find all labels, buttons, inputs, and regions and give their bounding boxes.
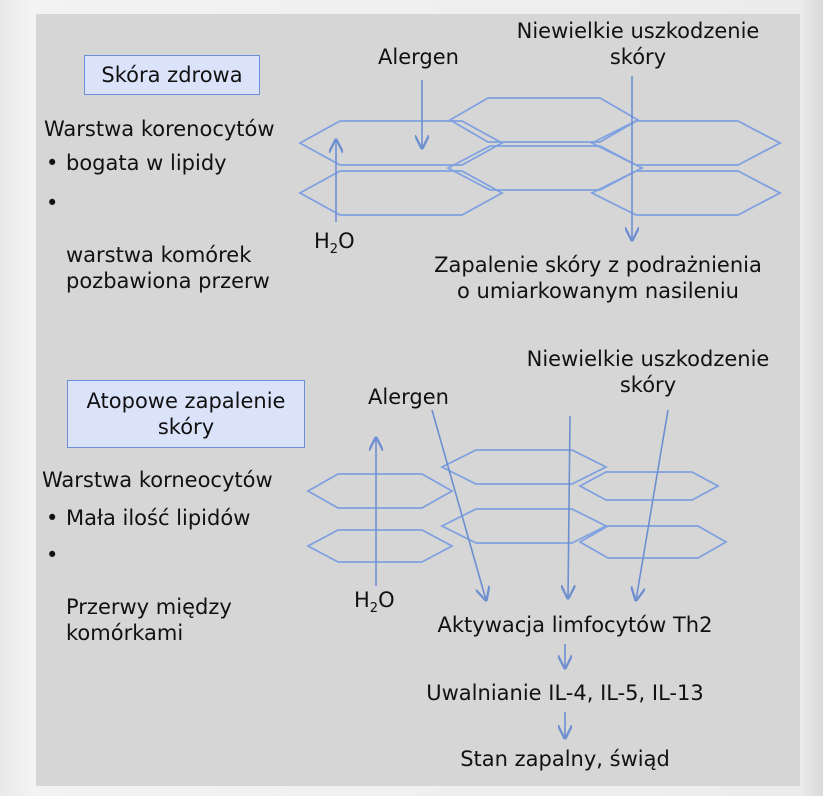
cascade-step-2: Uwalnianie IL-4, IL-5, IL-13 bbox=[426, 681, 704, 705]
healthy-cell bbox=[592, 121, 780, 165]
atopic-cell bbox=[580, 526, 726, 558]
atopic-cell bbox=[442, 509, 606, 543]
water-subscript: 2 bbox=[329, 242, 339, 257]
healthy-skin-title: Skóra zdrowa bbox=[101, 63, 243, 87]
atopic-bullet-text: Przerwy między komórkami bbox=[66, 595, 232, 645]
atopic-allergen-arrow bbox=[432, 410, 486, 600]
atopic-skin-box bbox=[67, 380, 305, 448]
atopic-bullet-1 bbox=[46, 505, 251, 531]
bullet-dot: • bbox=[46, 506, 59, 530]
water-symbol: H bbox=[354, 588, 370, 612]
healthy-cell-layer bbox=[300, 98, 780, 215]
healthy-bullet-1 bbox=[46, 150, 227, 176]
atopic-cell-layer bbox=[308, 450, 726, 562]
healthy-bullet-text: warstwa komórek pozbawiona przerw bbox=[66, 243, 270, 293]
bullet-dot: • bbox=[46, 191, 59, 215]
healthy-bullet-2 bbox=[46, 190, 270, 294]
atopic-water-label bbox=[354, 587, 395, 616]
healthy-bullet-text: bogata w lipidy bbox=[66, 151, 227, 175]
healthy-damage-label: Niewielkie uszkodzenie skóry bbox=[516, 19, 760, 69]
healthy-cell bbox=[592, 171, 780, 215]
atopic-cell bbox=[308, 530, 452, 562]
atopic-bullet-text: Mała ilość lipidów bbox=[66, 506, 251, 530]
bullet-dot: • bbox=[46, 543, 59, 567]
healthy-cell bbox=[300, 121, 502, 165]
bullet-dot: • bbox=[46, 151, 59, 175]
healthy-skin-box bbox=[84, 55, 260, 95]
healthy-layer-title: Warstwa korenocytów bbox=[44, 117, 275, 141]
atopic-layer-title: Warstwa korneocytów bbox=[42, 468, 273, 492]
healthy-cell bbox=[450, 98, 638, 142]
healthy-outcome-label: Zapalenie skóry z podrażnienia o umiarkowanym nasileniu bbox=[434, 253, 762, 303]
water-subscript: 2 bbox=[369, 601, 379, 616]
atopic-bullet-2 bbox=[46, 542, 232, 646]
water-symbol-tail: O bbox=[338, 229, 355, 253]
atopic-damage-label: Niewielkie uszkodzenie skóry bbox=[526, 347, 770, 397]
water-symbol: H bbox=[314, 229, 330, 253]
cascade-step-3: Stan zapalny, świąd bbox=[460, 747, 670, 771]
healthy-water-label bbox=[314, 228, 355, 257]
healthy-allergen-label: Alergen bbox=[378, 45, 459, 69]
atopic-skin-title: Atopowe zapalenie skóry bbox=[86, 389, 286, 439]
atopic-allergen-label: Alergen bbox=[368, 385, 449, 409]
atopic-cell bbox=[308, 474, 452, 508]
atopic-damage-arrow-1 bbox=[568, 416, 570, 598]
healthy-cell bbox=[300, 171, 502, 215]
atopic-cell bbox=[442, 450, 606, 484]
cascade-step-1: Aktywacja limfocytów Th2 bbox=[437, 613, 713, 637]
atopic-damage-arrow-2 bbox=[636, 410, 668, 600]
water-symbol-tail: O bbox=[378, 588, 395, 612]
atopic-cell bbox=[580, 472, 718, 500]
